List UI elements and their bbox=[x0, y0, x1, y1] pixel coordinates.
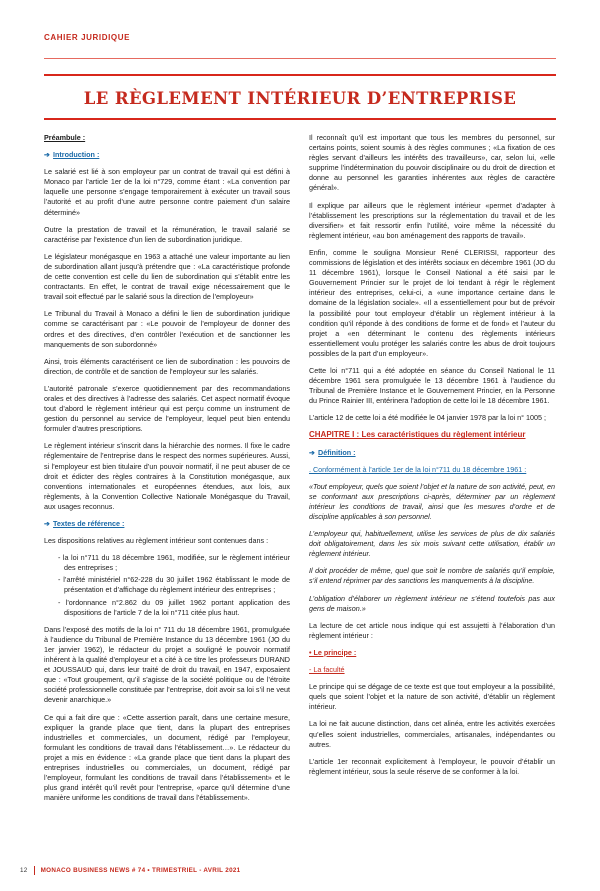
heading-definition: ➔ Définition : bbox=[309, 447, 356, 457]
paragraph: L’article 1er reconnait explicitement à l’employeur, le pouvoir d’établir un règlement intérieur, sous la seule réserve de se conformer à la loi. bbox=[309, 756, 555, 776]
paragraph: Le salarié est lié à son employeur par un contrat de travail qui est défini à Monaco par l’article 1er de la loi n°729, comme étant : «La convention par laquelle une personne s’engage temporairement à exécuter un travail sous l’autorité et au profit d’une autre personne contre paiement d’un salaire déterminé» bbox=[44, 167, 290, 217]
top-rule bbox=[44, 58, 556, 59]
heading-faculte: - La faculté bbox=[309, 665, 345, 675]
list-item: - la loi n°711 du 18 décembre 1961, modifiée, sur le règlement intérieur des entreprises ; bbox=[58, 553, 290, 573]
paragraph: Le principe qui se dégage de ce texte est que tout employeur a la possibilité, quels que soient l’objet et la nature de son activité, d’établir un règlement intérieur. bbox=[309, 682, 555, 712]
arrow-right-icon: ➔ bbox=[44, 519, 51, 528]
paragraph: Les dispositions relatives au règlement intérieur sont contenues dans : bbox=[44, 536, 269, 546]
paragraph: Dans l’exposé des motifs de la loi n° 711 du 18 décembre 1961, promulguée à l’audience du Tribunal de Première Instance du 13 décembre 1961 (JO du 1er janvier 1962), le rédacteur du projet a souligné le pouvoir normatif inhérent à la qualité d’employeur et a cité à ce titre les professeurs DURAND et JOUSSAUD qui, dans leur traité de droit du travail, en 1947, exposaient que : «Tout groupement, qu’il s’agisse de la société politique ou de l’étroite société professionnelle constituée par l’entreprise, doit avoir sa loi s’il ne veut devenir anarchique.» bbox=[44, 624, 290, 705]
arrow-right-icon: ➔ bbox=[44, 150, 51, 160]
section-label: CAHIER JURIDIQUE bbox=[44, 33, 131, 42]
page-number: 12 bbox=[20, 867, 28, 875]
paragraph: L’autorité patronale s’exerce quotidiennement par des recommandations orales et des directives à l’adresse des salariés. Cet aspect normatif évoque tout d’abord le règlement intérieur qui est perçu comme un instrument de gestion du personnel au service de l’employeur, lequel peut bien entendu formuler d’autres prescriptions. bbox=[44, 383, 290, 434]
arrow-right-icon: ➔ bbox=[309, 447, 316, 457]
paragraph: Ce qui a fait dire que : «Cette assertion paraît, dans une certaine mesure, expliquer la grande place que tient, dans la plupart des entreprises industrielles et commerciales, un document, rédigé par l’employeur, formulant les conditions de travail dans l’établissement…». Le rédacteur du projet a mis en évidence : «La grande place que tient dans la plupart des entreprises industrielles ou commerciales, un document, rédigé par l’employeur, formulant les conditions de travail dans l’établissement» et le plus grand intérêt qu’il revêt pour l’entreprise, «parce qu’il détermine d’une manière uniforme les conditions de travail dans l’établissement». bbox=[44, 712, 290, 803]
paragraph: La loi ne fait aucune distinction, dans cet alinéa, entre les activités exercées qu’elles soient industrielles, commerciales, artisanales, indépendantes ou autres. bbox=[309, 719, 555, 749]
paragraph: Cette loi n°711 qui a été adoptée en séance du Conseil National le 11 décembre 1961 sera promulguée le 13 décembre 1961 à l’audience du Tribunal de Première Instance et le Gouvernement Princier, en la Personne du Prince Rainier III, entérinera l’adoption de cette loi le 18 décembre 1961. bbox=[309, 365, 555, 406]
heading-preambule: Préambule : bbox=[44, 133, 86, 142]
quote-paragraph: L’employeur qui, habituellement, utilise les services de plus de dix salariés doit obligatoirement, dans les six mois suivant cette utilisation, établir un règlement intérieur. bbox=[309, 529, 555, 559]
heading-principe: • Le principe : bbox=[309, 647, 357, 657]
paragraph: Il explique par ailleurs que le règlement intérieur «permet d’adapter à l’établissement les prescriptions sur la réglementation du travail et de les diversifier» et fait ressortir enfin l’utilité, voire même la nécessité du règlement intérieur, «au bon aménagement des rapports de travail». bbox=[309, 200, 555, 240]
list-item: - l’ordonnance n°2.862 du 09 juillet 1962 portant application des dispositions de l’article 7 de la loi n°711 citée plus haut. bbox=[58, 597, 290, 617]
paragraph: La lecture de cet article nous indique qui est assujetti à l’élaboration d’un règlement intérieur : bbox=[309, 620, 555, 640]
page-footer bbox=[20, 866, 240, 875]
heading-chapitre-1: CHAPITRE I : Les caractéristiques du règlement intérieur bbox=[309, 430, 526, 440]
paragraph: Le Tribunal du Travail à Monaco a défini le lien de subordination juridique comme se caractérisant par : «Le pouvoir de l’employeur de donner des ordres et des directives, d’en contrôler l’exécution et de sanctionner les manquements de son subordonné» bbox=[44, 309, 290, 349]
heading-introduction: ➔ Introduction : bbox=[44, 150, 100, 160]
paragraph: Le législateur monégasque en 1963 a attaché une valeur importante au lien de subordination allant jusqu’à prétendre que : «La caractéristique profonde de cette convention est celle du lien de subordination qui s’établit entre les contractants. En effet, le contrat de travail exige nécessairement que le travail soit effectué par le salarié sous la direction de l’employeur» bbox=[44, 251, 290, 302]
title-rule-top bbox=[44, 74, 556, 76]
page-title: LE RÈGLEMENT INTÉRIEUR D’ENTREPRISE bbox=[83, 89, 517, 108]
footer-divider bbox=[34, 866, 35, 875]
paragraph: Il reconnaît qu’il est important que tous les membres du personnel, sur certains points, soient soumis à des règles communes ; «La fixation de ces règles servant d’ailleurs les intérêts des travailleurs», car, selon lui, «elle supprime l’indétermination du pouvoir disciplinaire ou du droit de direction et donne au personnel les garanties inhérentes aux règles de caractère général». bbox=[309, 133, 555, 193]
paragraph: L’article 12 de cette loi a été modifiée le 04 janvier 1978 par la loi n° 1005 ; bbox=[309, 413, 547, 423]
left-column bbox=[44, 133, 290, 810]
quote-paragraph: «Tout employeur, quels que soient l’objet et la nature de son activité, peut, en se conformant aux prescriptions ci-après, déterminer par un règlement intérieur les conditions de travail, ainsi que les mesures d’ordre et de discipline applicables à son personnel. bbox=[309, 481, 555, 521]
quote-paragraph: Il doit procéder de même, quel que soit le nombre de salariés qu’il emploie, s’il entend réprimer par des sanctions les manquements à la discipline. bbox=[309, 566, 555, 586]
title-rule-bottom bbox=[44, 118, 556, 120]
quote-paragraph: L’obligation d’élaborer un règlement intérieur ne s’étend toutefois pas aux gens de maison.» bbox=[309, 593, 555, 613]
article-reference: . Conformément à l’article 1er de la loi n°711 du 18 décembre 1961 : bbox=[309, 464, 527, 474]
paragraph: Le règlement intérieur s’inscrit dans la hiérarchie des normes. Il fixe le cadre réglementaire de l’entreprise dans le respect des normes supérieures. Aussi, si l’employeur est bien titulaire d’un pouvoir normatif, il ne peut abuser de ce droit et édicter des règles contraires à la Constitution monégasque, aux conventions internationales et européennes étendues, aux lois, aux règlements, à la Convention Collective Nationale Monégasque du Travail, aux usages reconnus. bbox=[44, 441, 290, 511]
paragraph: Ainsi, trois éléments caractérisent ce lien de subordination : les pouvoirs de direction, de contrôle et de sanction de l’employeur sur les salariés. bbox=[44, 356, 290, 376]
paragraph: Outre la prestation de travail et la rémunération, le travail salarié se caractérise par l’existence d’un lien de subordination juridique. bbox=[44, 224, 290, 244]
paragraph: Enfin, comme le soulignа Monsieur René CLERISSI, rapporteur des commissions de législation et des intérêts sociaux en décembre 1961 (JO du 11 décembre 1961), lorsque le Conseil National a été saisi par le Gouvernement Princier sur le projet de loi tendant à régir le règlement intérieur des entreprises, celui-ci, a «une importance certaine dans le domaine de la législation sociale». «Il a essentiellement pour but de prévoir la possibilité pour tout employeur d’établir un règlement intérieur à la condition qu’il réponde à des conditions de forme et de fond» et l’auteur du projet a «en déterminant le contenu des règlements intérieurs essentiellement voulu protéger les salariés contre les abus de droit toujours possibles de la part d’un employeur». bbox=[309, 247, 555, 358]
reference-list bbox=[44, 553, 290, 618]
heading-textes-reference: ➔ Textes de référence : bbox=[44, 519, 125, 528]
footer-publication: MONACO BUSINESS NEWS # 74 • TRIMESTRIEL - AVRIL 2021 bbox=[40, 867, 241, 875]
right-column bbox=[309, 133, 555, 784]
list-item: - l’arrêté ministériel n°62-228 du 30 juillet 1962 établissant le mode de présentation et d’affichage du règlement intérieur des entreprises ; bbox=[58, 575, 290, 595]
